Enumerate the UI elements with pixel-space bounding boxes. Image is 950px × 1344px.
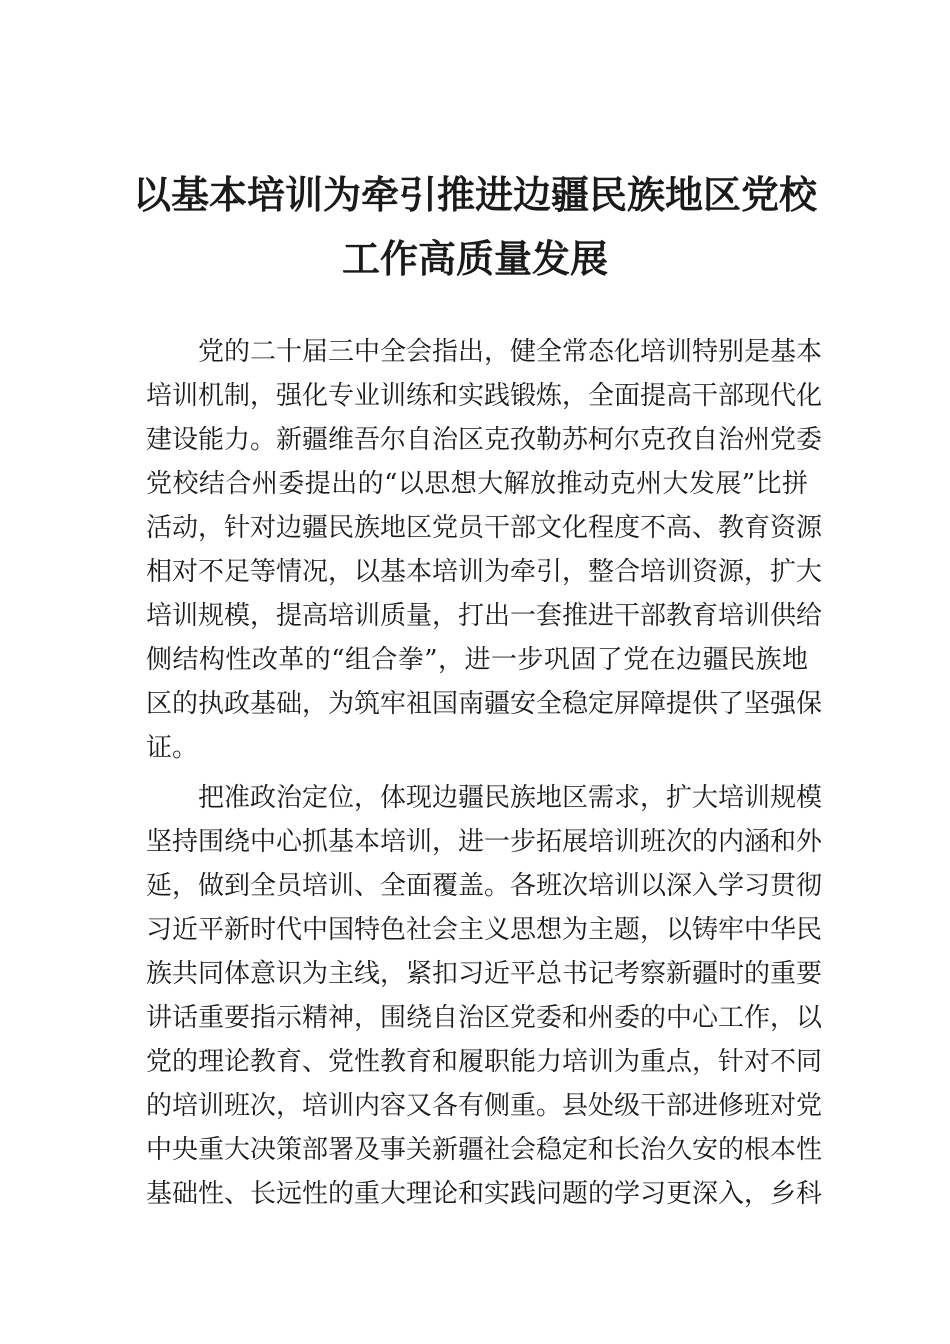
- text-line: 基础性、长远性的重大理论和实践问题的学习更深入，乡科: [146, 1179, 823, 1209]
- text-line: 建设能力。新疆维吾尔自治区克孜勒苏柯尔克孜自治州党委: [146, 425, 823, 455]
- text-line: 相对不足等情况，以基本培训为牵引，整合培训资源，扩大: [146, 557, 823, 587]
- text-line: 党的二十届三中全会指出，健全常态化培训特别是基本: [198, 337, 823, 367]
- text-line: 侧结构性改革的“组合拳”，进一步巩固了党在边疆民族地: [146, 645, 808, 675]
- text-line: 中央重大决策部署及事关新疆社会稳定和长治久安的根本性: [146, 1135, 823, 1165]
- text-line: 延，做到全员培训、全面覆盖。各班次培训以深入学习贯彻: [146, 871, 823, 901]
- text-line: 培训机制，强化专业训练和实践锻炼，全面提高干部现代化: [146, 381, 823, 411]
- text-line: 讲话重要指示精神，围绕自治区党委和州委的中心工作，以: [146, 1003, 823, 1033]
- text-line: 证。: [146, 733, 199, 763]
- text-line: 培训规模，提高培训质量，打出一套推进干部教育培训供给: [146, 601, 823, 631]
- text-line: 的培训班次，培训内容又各有侧重。县处级干部进修班对党: [146, 1091, 823, 1121]
- document-title-line-1: 以基本培训为牵引推进边疆民族地区党校: [132, 172, 817, 217]
- document-title-line-2: 工作高质量发展: [341, 236, 608, 281]
- text-line: 族共同体意识为主线，紧扣习近平总书记考察新疆时的重要: [146, 959, 823, 989]
- text-line: 区的执政基础，为筑牢祖国南疆安全稳定屏障提供了坚强保: [146, 689, 823, 719]
- text-line: 把准政治定位，体现边疆民族地区需求，扩大培训规模: [198, 783, 823, 813]
- text-line: 习近平新时代中国特色社会主义思想为主题，以铸牢中华民: [146, 915, 823, 945]
- text-line: 党校结合州委提出的“以思想大解放推动克州大发展”比拼: [146, 469, 808, 499]
- text-line: 党的理论教育、党性教育和履职能力培训为重点，针对不同: [146, 1047, 823, 1077]
- text-line: 坚持围绕中心抓基本培训，进一步拓展培训班次的内涵和外: [146, 827, 823, 857]
- text-line: 活动，针对边疆民族地区党员干部文化程度不高、教育资源: [146, 513, 823, 543]
